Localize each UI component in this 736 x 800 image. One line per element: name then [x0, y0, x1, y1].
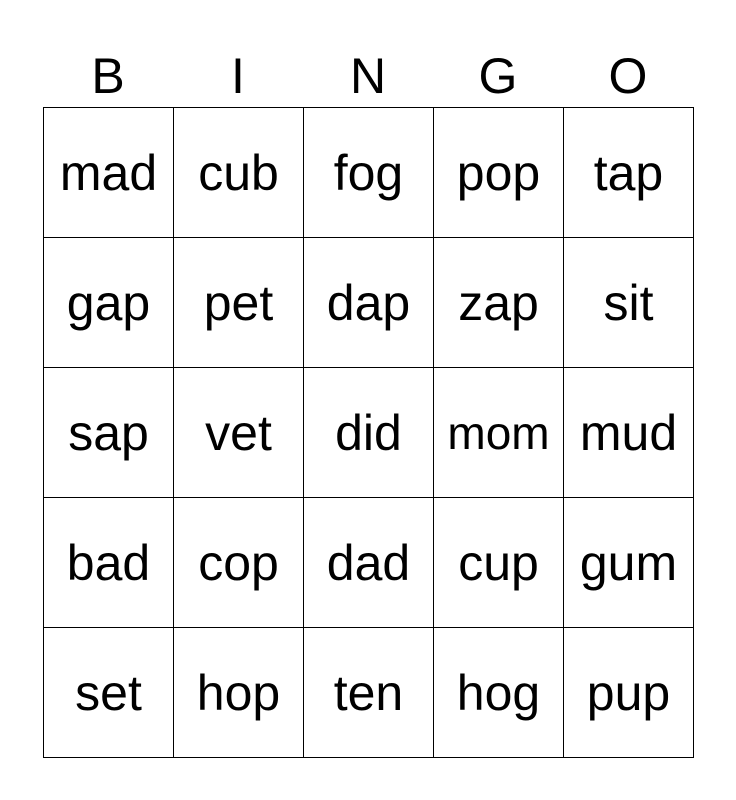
- bingo-cell[interactable]: dad: [304, 498, 434, 628]
- bingo-board: [43, 107, 694, 758]
- bingo-cell[interactable]: hop: [174, 628, 304, 758]
- bingo-cell[interactable]: sit: [564, 238, 694, 368]
- bingo-cell[interactable]: gum: [564, 498, 694, 628]
- header-letter-o: O: [608, 48, 648, 104]
- bingo-cell[interactable]: ten: [304, 628, 434, 758]
- bingo-cell[interactable]: tap: [564, 108, 694, 238]
- bingo-cell[interactable]: cup: [434, 498, 564, 628]
- bingo-cell[interactable]: mud: [564, 368, 694, 498]
- bingo-cell[interactable]: cub: [174, 108, 304, 238]
- bingo-cell[interactable]: set: [44, 628, 174, 758]
- header-letter-i: I: [231, 48, 245, 104]
- bingo-cell[interactable]: sap: [44, 368, 174, 498]
- header-letter-g: G: [478, 48, 518, 104]
- bingo-header: [43, 46, 693, 106]
- bingo-cell[interactable]: mad: [44, 108, 174, 238]
- bingo-cell[interactable]: hog: [434, 628, 564, 758]
- bingo-cell[interactable]: zap: [434, 238, 564, 368]
- bingo-cell[interactable]: vet: [174, 368, 304, 498]
- bingo-cell[interactable]: dap: [304, 238, 434, 368]
- bingo-cell[interactable]: cop: [174, 498, 304, 628]
- bingo-cell[interactable]: mom: [434, 368, 564, 498]
- header-letter-n: N: [349, 48, 387, 104]
- bingo-cell[interactable]: bad: [44, 498, 174, 628]
- bingo-cell[interactable]: gap: [44, 238, 174, 368]
- bingo-cell[interactable]: pet: [174, 238, 304, 368]
- bingo-cell[interactable]: pop: [434, 108, 564, 238]
- bingo-cell[interactable]: fog: [304, 108, 434, 238]
- header-letter-b: B: [91, 48, 125, 104]
- bingo-cell[interactable]: pup: [564, 628, 694, 758]
- bingo-cell[interactable]: did: [304, 368, 434, 498]
